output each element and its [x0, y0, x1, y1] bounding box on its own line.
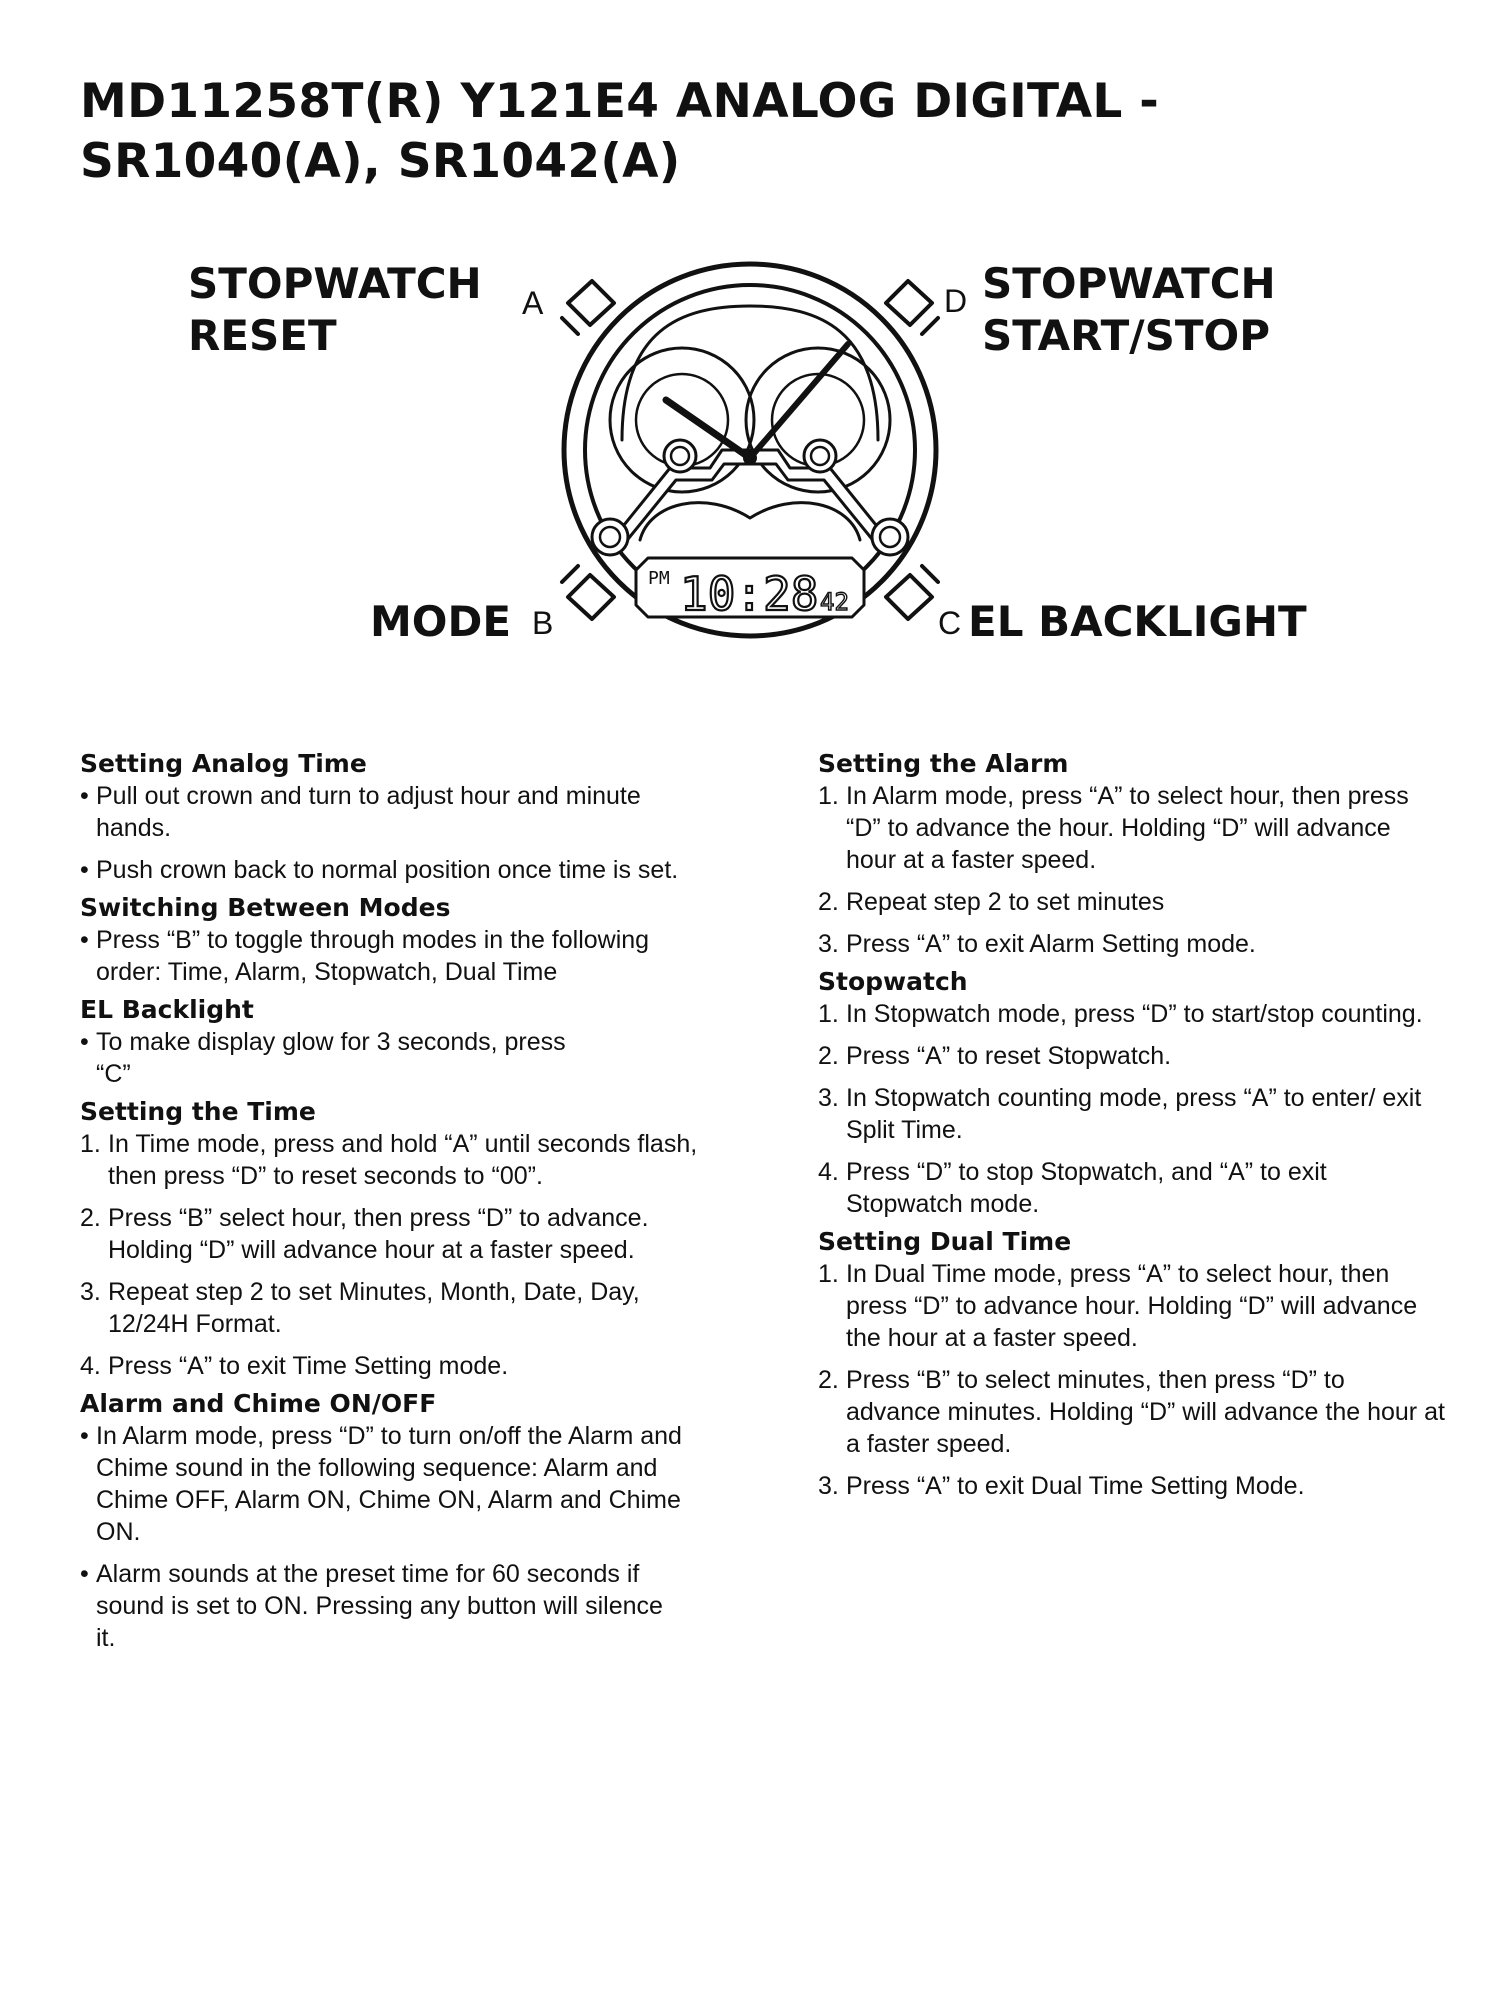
button-b-label: MODE — [370, 597, 512, 646]
section-heading: Setting Dual Time — [818, 1227, 1072, 1256]
pusher-b — [562, 566, 614, 619]
button-a-label: STOPWATCH RESET — [188, 259, 482, 360]
right-column — [818, 748, 1445, 1508]
section-stopwatch — [818, 966, 1438, 1220]
list-item: 2. Repeat step 2 to set minutes — [818, 888, 1165, 916]
list-item: • Alarm sounds at the preset time for 60 seconds if sound is set to ON. Pressing any button will silence it. — [80, 1560, 663, 1652]
list-item: 4. Press “A” to exit Time Setting mode. — [80, 1352, 509, 1380]
list-item: • Press “B” to toggle through modes in the following order: Time, Alarm, Stopwatch, Dual Time — [80, 926, 650, 986]
list-item: 1. In Dual Time mode, press “A” to select hour, then press “D” to advance hour. Holding “D” will advance the hour at a faster speed. — [818, 1260, 1418, 1352]
watch-diagram — [0, 240, 1500, 700]
list-item: • In Alarm mode, press “D” to turn on/off the Alarm and Chime sound in the following sequence: Alarm and Chime OFF, Alarm ON, Chime ON, Alarm and Chime ON. — [80, 1422, 682, 1546]
list-item: 2. Press “B” to select minutes, then press “D” to advance minutes. Holding “D” will advance the hour at a faster speed. — [818, 1366, 1445, 1458]
list-item: 1. In Stopwatch mode, press “D” to start/stop counting. — [818, 1000, 1423, 1028]
section-heading: Alarm and Chime ON/OFF — [80, 1389, 437, 1418]
button-c-label: EL BACKLIGHT — [968, 597, 1307, 646]
watch-illustration — [530, 240, 970, 700]
section-el-backlight — [80, 994, 700, 1090]
button-d-label: STOPWATCH START/STOP — [982, 259, 1276, 360]
section-heading: Setting Analog Time — [80, 749, 367, 778]
button-a-letter: A — [522, 285, 544, 321]
lcd-time: 10:28 — [680, 567, 819, 621]
section-heading: Switching Between Modes — [80, 893, 451, 922]
list-item: 4. Press “D” to stop Stopwatch, and “A” to exit Stopwatch mode. — [818, 1158, 1327, 1218]
section-setting-analog-time — [80, 748, 700, 886]
section-setting-the-time — [80, 1096, 700, 1382]
lcd-ampm: PM — [648, 568, 670, 589]
list-item: 3. Press “A” to exit Dual Time Setting Mode. — [818, 1472, 1305, 1500]
button-c-letter: C — [938, 605, 962, 641]
page-title — [80, 72, 1159, 192]
hand-pin — [743, 451, 757, 465]
section-heading: Stopwatch — [818, 967, 968, 996]
button-b-letter: B — [532, 605, 554, 641]
section-switching-modes — [80, 892, 700, 988]
title-line-1: MD11258T(R) Y121E4 ANALOG DIGITAL - — [80, 74, 1160, 129]
section-alarm-chime — [80, 1388, 700, 1654]
button-d-letter: D — [944, 283, 968, 319]
list-item: 2. Press “A” to reset Stopwatch. — [818, 1042, 1172, 1070]
list-item: 3. In Stopwatch counting mode, press “A” to enter/ exit Split Time. — [818, 1084, 1422, 1144]
list-item: • Push crown back to normal position once time is set. — [80, 856, 679, 884]
list-item: 2. Press “B” select hour, then press “D” to advance. Holding “D” will advance hour at a faster speed. — [80, 1204, 649, 1264]
section-heading: EL Backlight — [80, 995, 254, 1024]
pusher-d — [886, 281, 938, 334]
left-column — [80, 748, 700, 1660]
list-item: 1. In Alarm mode, press “A” to select hour, then press “D” to advance the hour. Holding “D” will advance hour at a faster speed. — [818, 782, 1409, 874]
section-setting-alarm — [818, 748, 1438, 960]
list-item: 3. Press “A” to exit Alarm Setting mode. — [818, 930, 1256, 958]
list-item: 1. In Time mode, press and hold “A” until seconds flash, then press “D” to reset seconds to “00”. — [80, 1130, 698, 1190]
lcd-seconds: 42 — [820, 588, 849, 616]
list-item: • To make display glow for 3 seconds, press “C” — [80, 1028, 566, 1088]
section-heading: Setting the Time — [80, 1097, 316, 1126]
title-line-2: SR1040(A), SR1042(A) — [80, 134, 681, 189]
pusher-a — [562, 281, 614, 334]
pusher-c — [886, 566, 938, 619]
list-item: 3. Repeat step 2 to set Minutes, Month, Date, Day, 12/24H Format. — [80, 1278, 640, 1338]
section-setting-dual-time — [818, 1226, 1445, 1502]
list-item: • Pull out crown and turn to adjust hour and minute hands. — [80, 782, 641, 842]
section-heading: Setting the Alarm — [818, 749, 1069, 778]
